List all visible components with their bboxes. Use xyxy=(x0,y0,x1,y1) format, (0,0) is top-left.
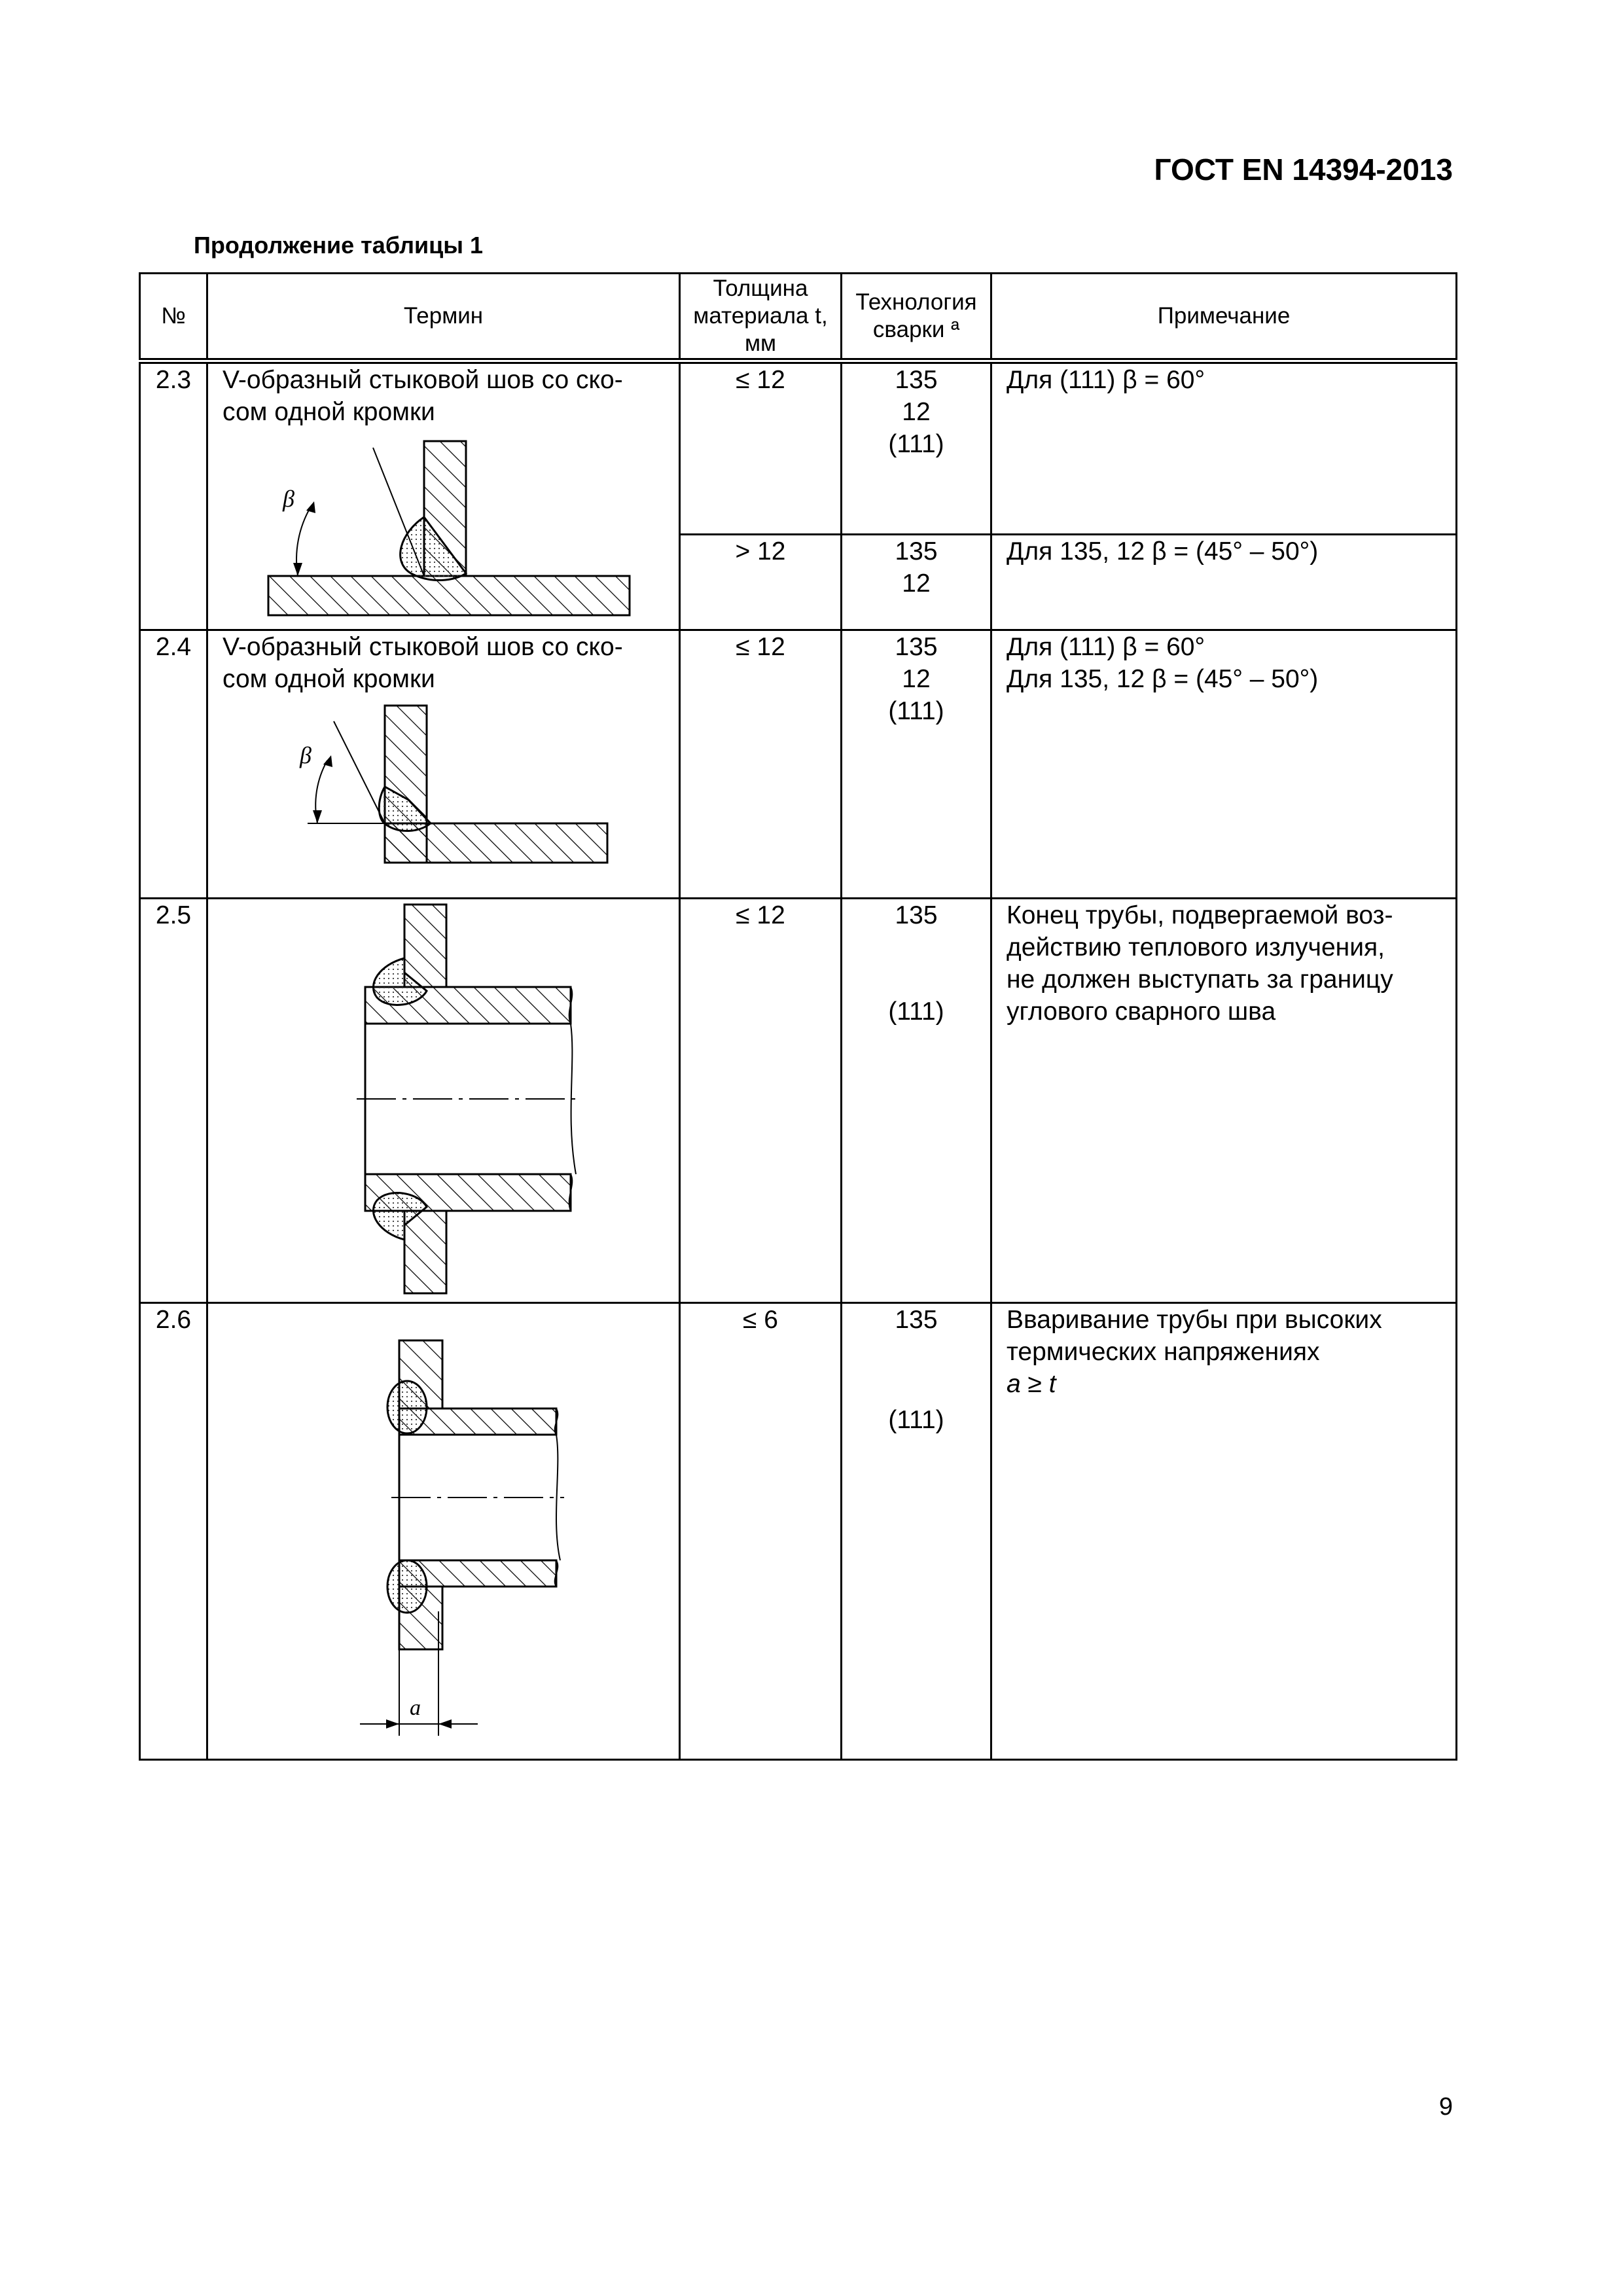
page-number: 9 xyxy=(1438,2093,1453,2121)
weld-figure-2-3 xyxy=(223,428,668,624)
row-note: Для 135, 12 β = (45° – 50°) xyxy=(991,535,1457,630)
dimension-label: a xyxy=(410,1696,421,1720)
table-caption: Продолжение таблицы 1 xyxy=(194,232,484,259)
col-header-technology: Технология сварки ª xyxy=(842,274,991,361)
row-technology: 135 12 (111) xyxy=(842,361,991,535)
row-note: Для (111) β = 60° xyxy=(991,361,1457,535)
row-number: 2.6 xyxy=(140,1303,207,1760)
document-code: ГОСТ EN 14394-2013 xyxy=(1154,152,1453,187)
table-row xyxy=(140,899,1457,1303)
weld-figure-2-4 xyxy=(223,695,668,891)
row-number: 2.4 xyxy=(140,630,207,899)
table-row xyxy=(140,630,1457,899)
row-technology: 135 12 (111) xyxy=(842,630,991,899)
table-header-row xyxy=(140,274,1457,361)
row-note: Конец трубы, подвергаемой воз- действию теплового излучения, не должен выступать за границу углового сварного шва xyxy=(991,899,1457,1303)
row-thickness: ≤ 12 xyxy=(680,361,842,535)
row-thickness: ≤ 12 xyxy=(680,899,842,1303)
row-number: 2.3 xyxy=(140,361,207,630)
row-thickness: ≤ 6 xyxy=(680,1303,842,1760)
row-technology: 135 12 xyxy=(842,535,991,630)
table-row xyxy=(140,361,1457,535)
col-header-no: № xyxy=(140,274,207,361)
beta-label: β xyxy=(283,486,294,512)
beta-label: β xyxy=(300,742,312,768)
row-term xyxy=(207,899,680,1303)
weld-table xyxy=(139,272,1457,1761)
row-term xyxy=(207,1303,680,1760)
col-header-thickness: Толщина материала t, мм xyxy=(680,274,842,361)
col-header-note: Примечание xyxy=(991,274,1457,361)
col-header-term: Термин xyxy=(207,274,680,361)
weld-figure-2-6 xyxy=(223,1304,691,1755)
row-number: 2.5 xyxy=(140,899,207,1303)
row-term: V-образный стыковой шов со ско- сом одной кромки β xyxy=(207,361,680,630)
row-technology: 135 (111) xyxy=(842,1303,991,1760)
row-thickness: ≤ 12 xyxy=(680,630,842,899)
table-row xyxy=(140,1303,1457,1760)
row-note: Для (111) β = 60° Для 135, 12 β = (45° – 50°) xyxy=(991,630,1457,899)
row-thickness: > 12 xyxy=(680,535,842,630)
row-note: Вваривание трубы при высоких термических напряжениях a ≥ t xyxy=(991,1303,1457,1760)
weld-figure-2-5 xyxy=(223,899,691,1299)
row-technology: 135 (111) xyxy=(842,899,991,1303)
row-term: V-образный стыковой шов со ско- сом одной кромки β xyxy=(207,630,680,899)
